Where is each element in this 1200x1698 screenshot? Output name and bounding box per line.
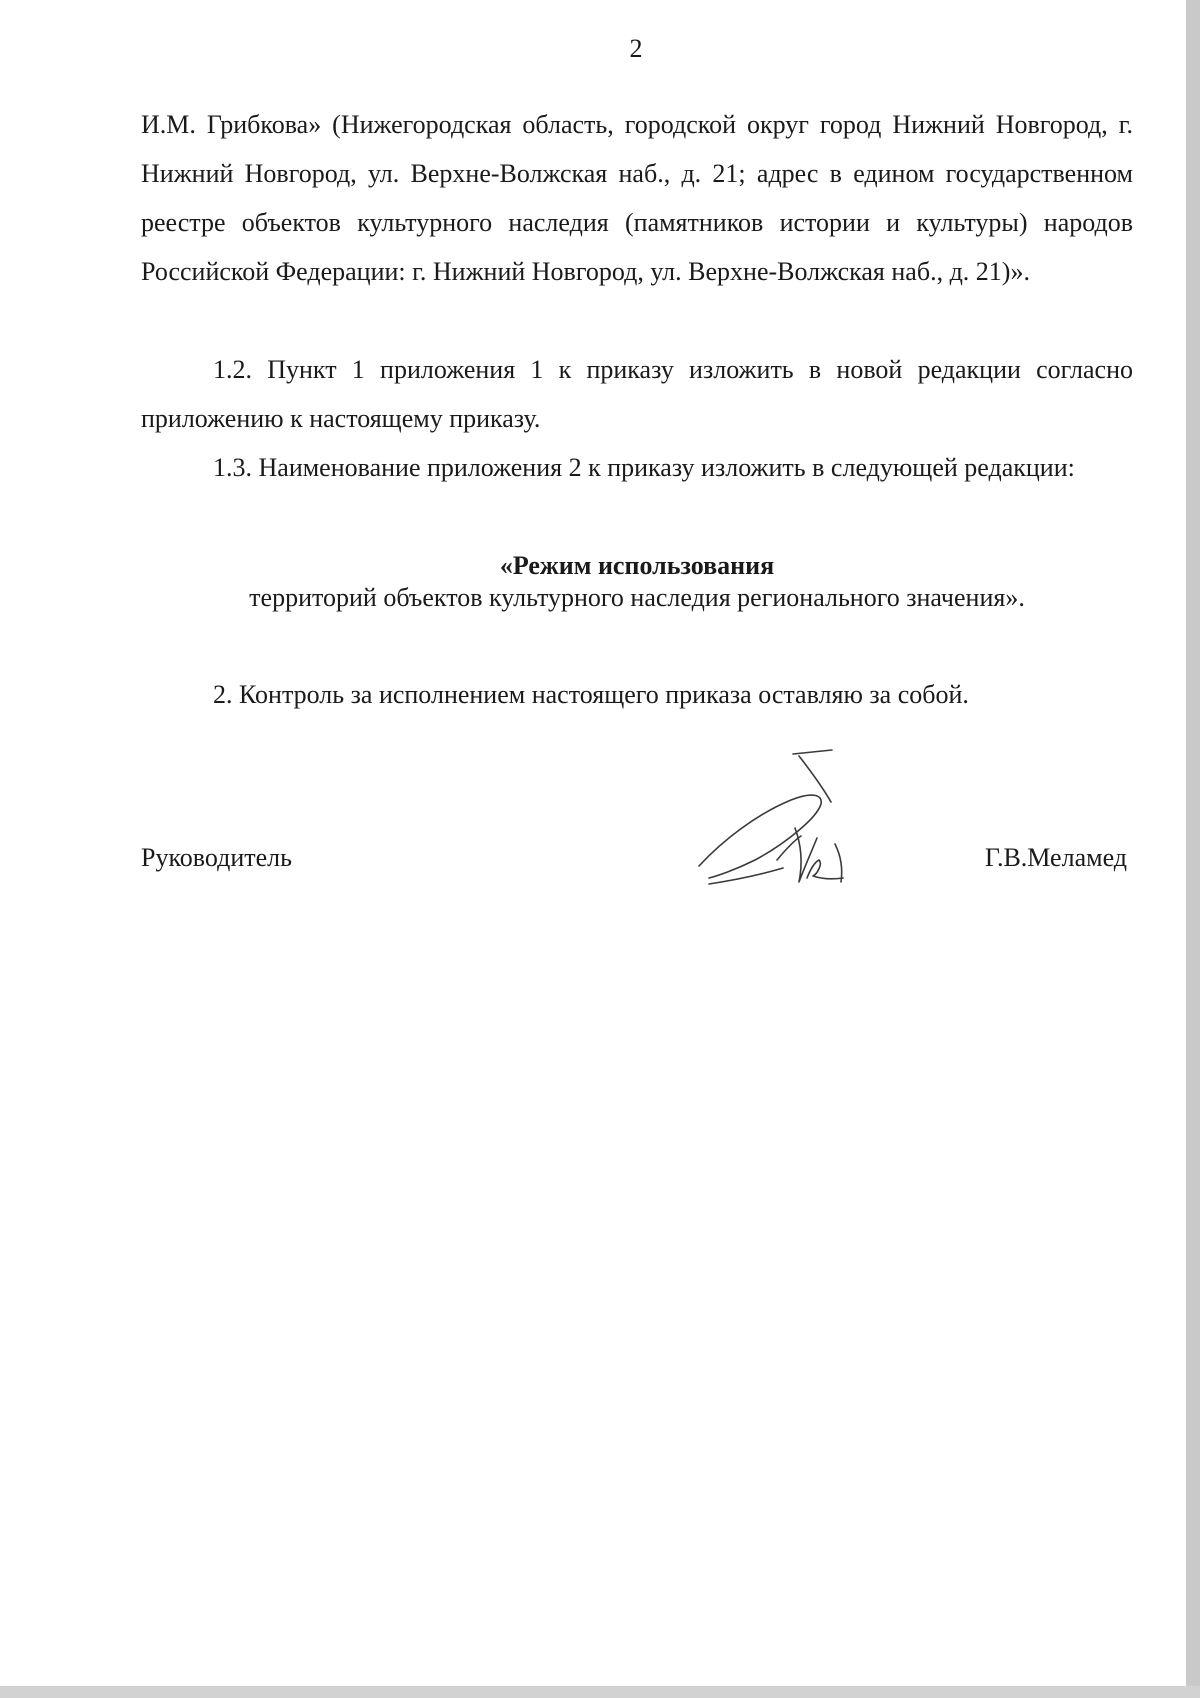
signer-position: Руководитель [141,843,292,872]
appendix-title-bold: «Режим использования [499,551,775,580]
signer-name: Г.В.Меламед [984,843,1127,872]
paragraph-object-address: И.М. Грибкова» (Нижегородская область, городской округ город Нижний Новгород, г. Нижний Новгород, ул. Верхне-Волжская наб., д. 21; адрес в едином государственном реестре объектов культурного наследия (памятников истории и культуры) народов Российской Федерации: г. Нижний Новгород, ул. Верхне-Волжская наб., д. 21)». [141,110,1133,286]
paragraph-item-1-3: 1.3. Наименование приложения 2 к приказу изложить в следующей редакции: [213,453,1075,482]
paragraph-control-clause: 2. Контроль за исполнением настоящего приказа оставляю за собой. [213,680,969,709]
appendix-title-subtitle: территорий объектов культурного наследия регионального значения». [249,583,1025,612]
scan-right-border [1186,0,1200,1698]
paragraph-item-1-2: 1.2. Пункт 1 приложения 1 к приказу изложить в новой редакции согласно приложению к настоящему приказу. [141,355,1133,433]
handwritten-signature [695,748,855,893]
scan-bottom-border [0,1686,1200,1698]
page-number: 2 [629,34,643,63]
